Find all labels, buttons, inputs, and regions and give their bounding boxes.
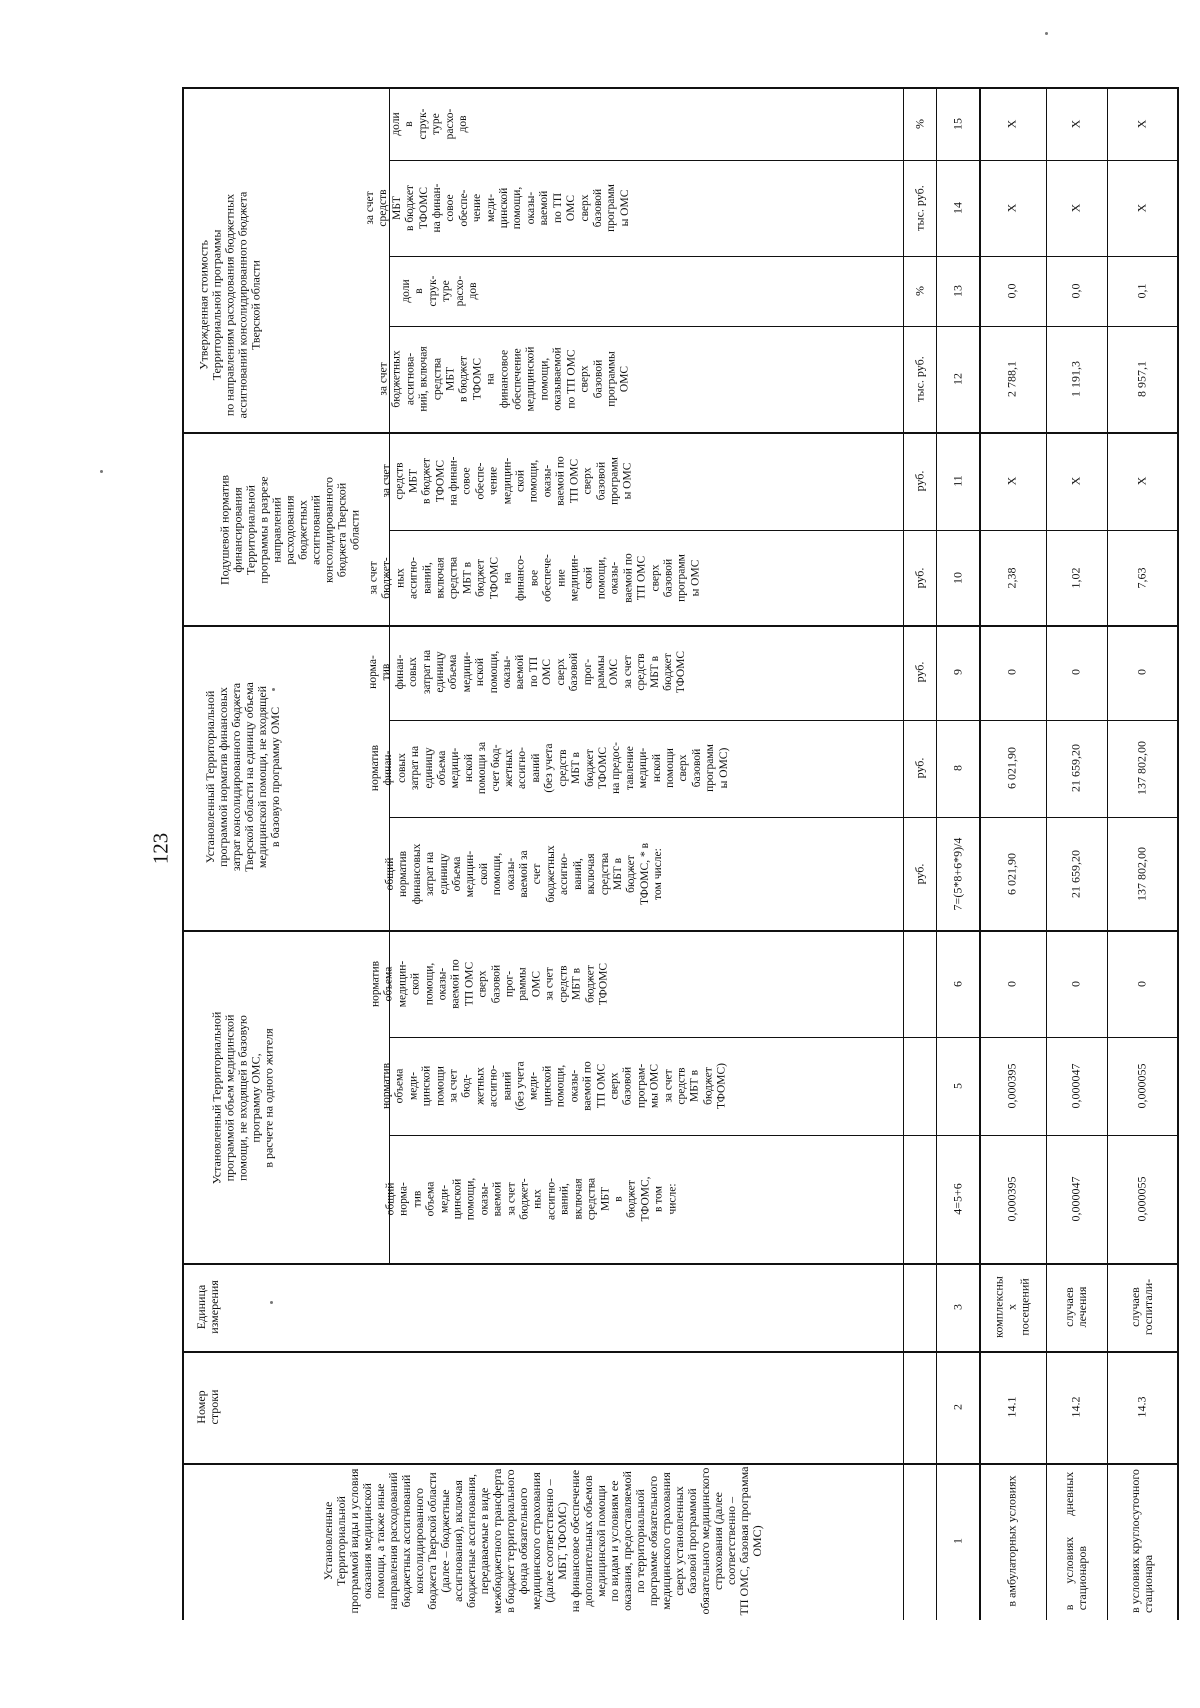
- row2-c3: случаев лечения: [1062, 1286, 1089, 1328]
- row-sep-numbers-r1: [979, 87, 981, 1620]
- header-c3: Единица измерения: [194, 1280, 221, 1334]
- col-sep-c6-c7: [182, 930, 1179, 932]
- header-group-per-capita: Подушевой норматив финансирования Территориальной программы в разрезе направлений расходования бюджетных ассигнований консолидированного бюджета Тверской области: [217, 474, 362, 586]
- row2-c13: 0,0: [1068, 283, 1083, 299]
- row2-c5: 0,000047: [1068, 1063, 1083, 1109]
- unit-c13: %: [912, 286, 927, 296]
- row1-c5: 0,000395: [1004, 1063, 1019, 1109]
- col-sep-c7-c8: [389, 817, 1179, 818]
- row2-c9: 0: [1068, 669, 1083, 675]
- row1-c12: 2 788,1: [1004, 361, 1019, 397]
- row1-c7: 6 021,90: [1004, 853, 1019, 895]
- col-sep-c9-c10: [182, 625, 1179, 627]
- unit-c8: руб.: [912, 757, 927, 779]
- row-sep-r3-end: [1177, 87, 1178, 1620]
- col-sep-c4-c5: [389, 1135, 1179, 1136]
- colnum-c13: 13: [950, 285, 965, 297]
- colnum-c6: 6: [950, 981, 965, 987]
- row3-c3: случаев госпитали-: [1128, 1278, 1155, 1336]
- col-sep-c3-c4: [182, 1263, 1179, 1265]
- row3-c11: Х: [1134, 476, 1149, 486]
- scan-speck: [1045, 32, 1048, 35]
- row3-c15: Х: [1134, 119, 1149, 129]
- subheader-c15: доли в струк- туре расхо- дов: [389, 108, 469, 140]
- row1-c11: Х: [1004, 476, 1019, 486]
- row1-c15: Х: [1004, 119, 1019, 129]
- colnum-c4: 4=5+6: [950, 1183, 965, 1215]
- header-c1: Установленные Территориальной программой виды и условия оказания медицинской помощи, а также иные направления расходований бюджетных ассигнований консолидированного бюджета Тверской области (далее – бюджетные ассигнования), включая бюджетные ассигнования, передаваемые в виде межбюджетного трансферта в бюджет территориального фонда обязательного медицинского страхования (далее соответственно – МБТ, ТФОМС) на финансовое обеспечение дополнительных объемов медицинской помощи по видам и условиям ее оказания, предоставляемой по территориальной программе обязательного медицинского страхования сверх установленных базовой программой обязательного медицинского страхования (далее соответственно – ТП ОМС, базовая программа ОМС): [321, 1466, 764, 1616]
- row3-c6: 0: [1134, 981, 1149, 987]
- unit-c14: тыс. руб.: [912, 185, 927, 231]
- row3-c4: 0,000055: [1134, 1176, 1149, 1222]
- row1-c13: 0,0: [1004, 283, 1019, 299]
- row3-c10: 7,63: [1134, 567, 1149, 589]
- row2-c10: 1,02: [1068, 567, 1083, 589]
- row2-c7: 21 659,20: [1068, 850, 1083, 898]
- unit-c7: руб.: [912, 863, 927, 885]
- subheader-c10: за счет бюджет- ных ассигно- ваний, включая средства МБТ в бюджет ТФОМС на финансо- вое обеспече- ние медицин- ской помощи, оказы- ваемой по ТП ОМС сверх базовой программ ы ОМС: [367, 553, 702, 603]
- subheader-c11: за счет средств МБТ в бюджет ТФОМС на финан- совое обеспе- чение медицин- ской помощи, оказы- ваемой по ТП ОМС сверх базовой программ ы ОМС: [380, 456, 634, 506]
- row3-c9: 0: [1134, 669, 1149, 675]
- subheader-c13: доли в струк- туре расхо- дов: [399, 275, 479, 307]
- row3-c14: Х: [1134, 203, 1149, 213]
- row-sep-r1-r2: [1046, 87, 1047, 1620]
- colnum-c15: 15: [950, 118, 965, 130]
- colnum-c12: 12: [950, 373, 965, 385]
- header-group-volume: Установленный Территориальной программой объем медицинской помощи, не входящей в базовую программу ОМС, в расчете на одного жителя: [209, 1011, 276, 1185]
- row2-c6: 0: [1068, 981, 1083, 987]
- colnum-c8: 8: [950, 765, 965, 771]
- subheader-c12: за счет бюджетных ассигнова- ний, включая средства МБТ в бюджет ТФОМС на финансовое обеспечение медицинской помощи, оказываемой по ТП ОМС сверх базовой программы ОМС: [377, 346, 631, 412]
- row1-c10: 2,38: [1004, 567, 1019, 589]
- col-sep-c11-c12: [182, 432, 1179, 434]
- table-border-top: [182, 87, 1179, 89]
- row-sep-units-numbers: [936, 87, 937, 1620]
- subheader-c7: общий норматив финансовых затрат на единицу объема медицин- ской помощи, оказы- ваемой за счет бюджетных ассигно- ваний, включая средства МБТ в бюджет ТФОМС, * в том числе:: [384, 842, 665, 906]
- colnum-c11: 11: [950, 475, 965, 487]
- unit-c10: руб.: [912, 567, 927, 589]
- scan-speck: [270, 1301, 273, 1304]
- unit-c12: тыс. руб.: [912, 356, 927, 402]
- row-sep-r2-r3: [1107, 87, 1108, 1620]
- table-border-left: [182, 87, 184, 1620]
- row1-c9: 0: [1004, 669, 1019, 675]
- row2-c1: в условиях дневных стационаров: [1062, 1471, 1089, 1611]
- col-sep-c12-c13: [389, 326, 1179, 327]
- unit-c15: %: [912, 119, 927, 129]
- subheader-c4: общий норма- тив объема меди- цинской помощи, оказы- ваемой за счет бюджет- ных ассигно- ваний, включая средства МБТ в бюджет ТФОМС, в том числе:: [384, 1176, 679, 1222]
- colnum-c10: 10: [950, 572, 965, 584]
- row2-c2: 14.2: [1068, 1396, 1083, 1418]
- row1-c14: Х: [1004, 203, 1019, 213]
- header-c2: Номер строки: [194, 1389, 221, 1425]
- header-group-cost-norm: Установленный Территориальной программой норматив финансовых затрат консолидированного бюджета Тверской области на единицу объема медицинской помощи, не входящей в базовую программу ОМС: [203, 682, 282, 872]
- row3-c8: 137 802,00: [1134, 741, 1149, 795]
- col-sep-c1-c2: [182, 1463, 1179, 1465]
- row3-c1: в условиях круглосуточного стационара: [1128, 1469, 1155, 1613]
- col-sep-c5-c6: [389, 1037, 1179, 1038]
- row3-c13: 0,1: [1134, 283, 1149, 299]
- row3-c12: 8 957,1: [1134, 361, 1149, 397]
- colnum-c14: 14: [950, 202, 965, 214]
- subheader-c5: норматив объема меди- цинской помощи за счет бюд- жетных ассигно- ваний (без учета меди- цинской помощи, оказы- ваемой по ТП ОМС сверх базовой програм- мы ОМС за счет средств МБТ в бюджет ТФОМС): [380, 1061, 728, 1111]
- scan-speck: [272, 688, 275, 691]
- col-sep-c8-c9: [389, 720, 1179, 721]
- row2-c8: 21 659,20: [1068, 744, 1083, 792]
- row2-c4: 0,000047: [1068, 1176, 1083, 1222]
- row3-c5: 0,000055: [1134, 1063, 1149, 1109]
- colnum-c7: 7=(5*8+6*9)/4: [950, 837, 965, 911]
- unit-c11: руб.: [912, 470, 927, 492]
- colnum-c9: 9: [950, 669, 965, 675]
- subheader-c9: норма- тив финан- совых затрат на единицу объема медици- нской помощи, оказы- ваемой по ТП ОМС сверх базовой прог- раммы ОМС за счет средств МБТ в бюджет ТФОМС: [367, 649, 688, 695]
- row2-c15: Х: [1068, 119, 1083, 129]
- unit-c9: руб.: [912, 661, 927, 683]
- row2-c12: 1 191,3: [1068, 361, 1083, 397]
- row-sep-header-units: [903, 87, 904, 1620]
- col-sep-c2-c3: [182, 1351, 1179, 1353]
- row1-c8: 6 021,90: [1004, 747, 1019, 789]
- row1-c6: 0: [1004, 981, 1019, 987]
- colnum-c2: 2: [950, 1404, 965, 1410]
- col-sep-c10-c11: [389, 530, 1179, 531]
- row3-c7: 137 802,00: [1134, 847, 1149, 901]
- row2-c14: Х: [1068, 203, 1083, 213]
- page-number: 123: [148, 832, 173, 865]
- subheader-c14: за счет средств МБТ в бюджет ТФОМС на финан- совое обеспе- чение меди- цинской помощи, оказы- ваемой по ТП ОМС сверх базовой программ ы ОМС: [363, 183, 631, 233]
- header-group-approved-cost: Утвержденная стоимость Территориальной программы по направлениям расходования бюджетных ассигнований консолидированного бюджета Тверской области: [196, 191, 263, 419]
- colnum-c5: 5: [950, 1083, 965, 1089]
- scan-speck: [100, 470, 103, 473]
- subheader-c6: норматив объема медицин- ской помощи, оказы- ваемой по ТП ОМС сверх базовой прог- раммы ОМС за счет средств МБТ в бюджет ТФОМС: [369, 959, 610, 1009]
- colnum-c1: 1: [950, 1538, 965, 1544]
- col-sep-c14-c15: [389, 160, 1179, 161]
- colnum-c3: 3: [950, 1304, 965, 1310]
- row3-c2: 14.3: [1134, 1396, 1149, 1418]
- row1-c2: 14.1: [1004, 1396, 1019, 1418]
- row1-c3: комплексны х посещений: [991, 1276, 1032, 1338]
- col-sep-c13-c14: [389, 256, 1179, 257]
- row2-c11: Х: [1068, 476, 1083, 486]
- subheader-c8: норматив финан- совых затрат на единицу объема медици- нской помощи за счет бюд- жетных ассигно- ваний (без учета средств МБТ в бюджет ТФОМС на предос- тавление медици- нской помощи сверх базовой программ ы ОМС): [369, 741, 730, 795]
- row1-c4: 0,000395: [1004, 1176, 1019, 1222]
- row1-c1: в амбулаторных условиях: [1004, 1475, 1019, 1607]
